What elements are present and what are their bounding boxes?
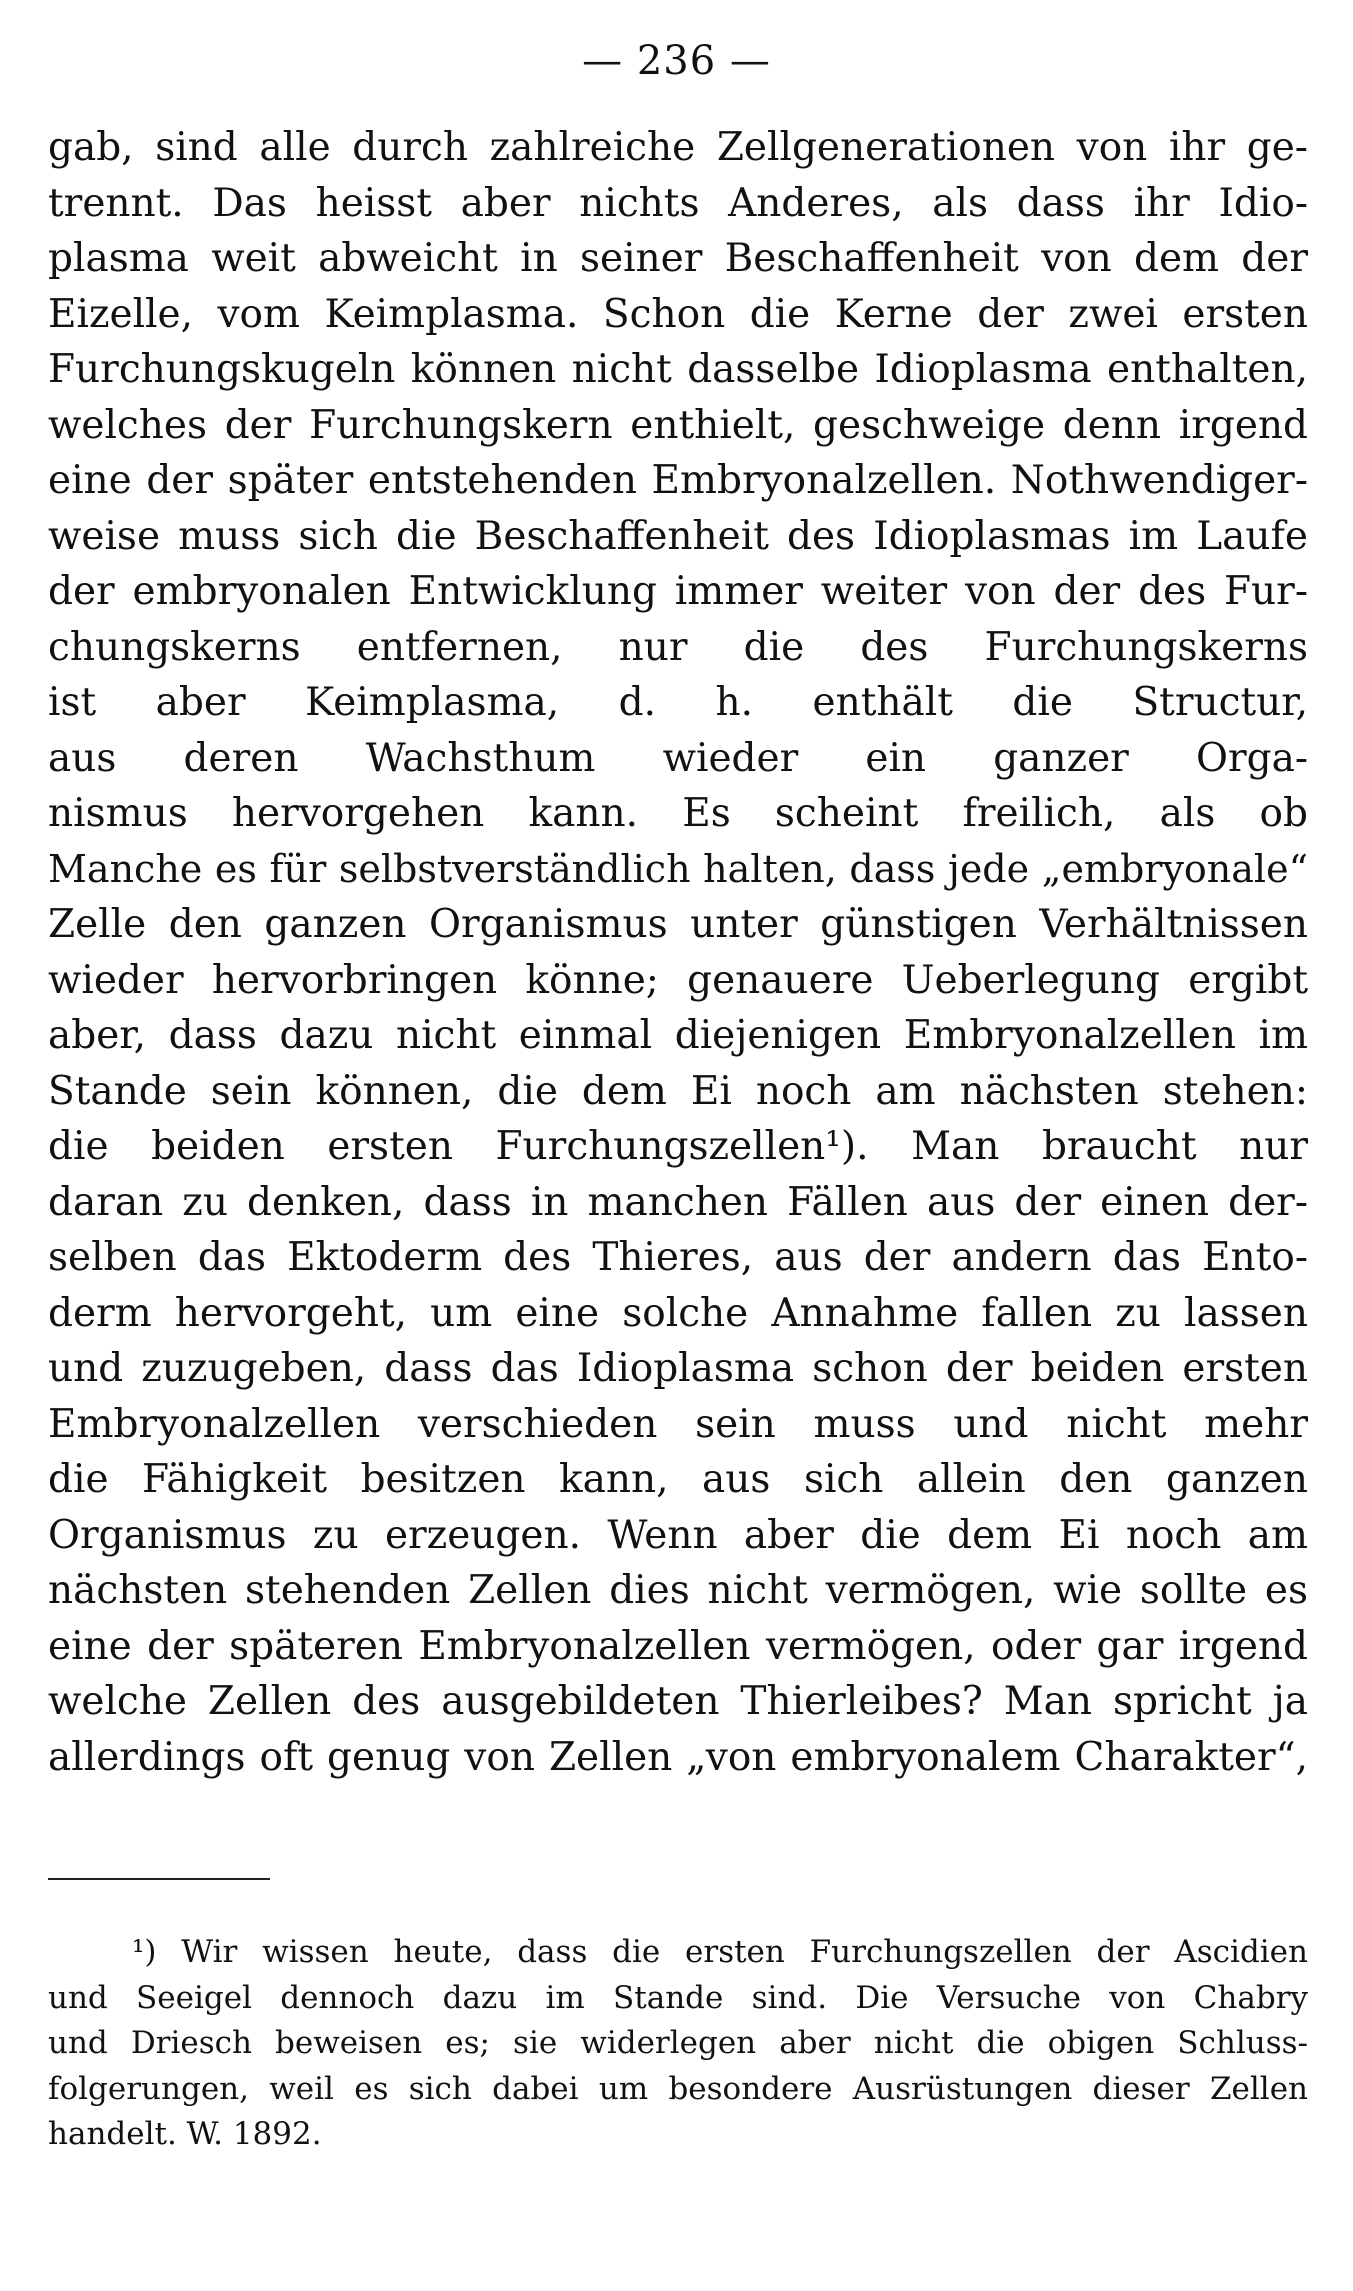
text-line: nächsten stehenden Zellen dies nicht vermögen, wie sollte es (48, 1568, 1308, 1613)
text-line: der embryonalen Entwicklung immer weiter von der des Fur- (48, 569, 1308, 614)
footnote-line: und Driesch beweisen es; sie widerlegen aber nicht die obigen Schluss- (48, 2025, 1308, 2061)
text-line: welche Zellen des ausgebildeten Thierleibes? Man spricht ja (48, 1679, 1308, 1724)
text-line: eine der späteren Embryonalzellen vermögen, oder gar irgend (48, 1623, 1308, 1669)
text-line: Zelle den ganzen Organismus unter günstigen Verhältnissen (48, 902, 1308, 947)
text-line: die beiden ersten Furchungszellen¹). Man braucht nur (48, 1124, 1308, 1169)
footnote-line: folgerungen, weil es sich dabei um besondere Ausrüstungen dieser Zellen (48, 2070, 1308, 2107)
main-text (48, 120, 1308, 1785)
footnote-line: und Seeigel dennoch dazu im Stande sind. Die Versuche von Chabry (48, 1979, 1308, 2016)
text-line: wieder hervorbringen könne; genauere Ueberlegung ergibt (48, 957, 1308, 1003)
text-line: chungskerns entfernen, nur die des Furchungskerns (48, 624, 1308, 670)
text-line: Furchungskugeln können nicht dasselbe Idioplasma enthalten, (48, 347, 1308, 392)
text-line: trennt. Das heisst aber nichts Anderes, als dass ihr Idio- (48, 180, 1308, 226)
footnote (48, 1930, 1308, 2158)
text-line: Embryonalzellen verschieden sein muss und nicht mehr (48, 1401, 1308, 1447)
text-line: aber, dass dazu nicht einmal diejenigen Embryonalzellen im (48, 1013, 1308, 1058)
page-number: — 236 — (582, 38, 771, 84)
text-line: aus deren Wachsthum wieder ein ganzer Orga- (48, 735, 1308, 781)
text-line: derm hervorgeht, um eine solche Annahme fallen zu lassen (48, 1290, 1308, 1336)
text-line: Manche es für selbstverständlich halten, dass jede „embryonale“ (48, 846, 1308, 891)
text-line: plasma weit abweicht in seiner Beschaffenheit von dem der (48, 236, 1308, 281)
text-line: ist aber Keimplasma, d. h. enthält die Structur, (48, 680, 1308, 725)
text-line: gab, sind alle durch zahlreiche Zellgenerationen von ihr ge- (48, 125, 1308, 170)
text-line: weise muss sich die Beschaffenheit des Idioplasmas im Laufe (48, 513, 1308, 559)
text-line: selben das Ektoderm des Thieres, aus der andern das Ento- (48, 1235, 1308, 1280)
text-line: eine der später entstehenden Embryonalzellen. Nothwendiger- (48, 458, 1308, 503)
text-line: und zuzugeben, dass das Idioplasma schon der beiden ersten (48, 1346, 1308, 1391)
footnote-line: handelt. W. 1892. (48, 2116, 322, 2152)
text-line: die Fähigkeit besitzen kann, aus sich allein den ganzen (48, 1457, 1308, 1502)
text-line: allerdings oft genug von Zellen „von embryonalem Charakter“, (48, 1734, 1308, 1780)
footnote-line: ¹) Wir wissen heute, dass die ersten Furchungszellen der Ascidien (132, 1934, 1308, 1970)
text-line: Stande sein können, die dem Ei noch am nächsten stehen: (48, 1068, 1308, 1114)
text-line: nismus hervorgehen kann. Es scheint freilich, als ob (48, 791, 1308, 836)
text-line: Organismus zu erzeugen. Wenn aber die dem Ei noch am (48, 1512, 1308, 1558)
text-line: Eizelle, vom Keimplasma. Schon die Kerne der zwei ersten (48, 291, 1308, 337)
footnote-divider (48, 1878, 270, 1880)
text-line: daran zu denken, dass in manchen Fällen aus der einen der- (48, 1179, 1308, 1225)
text-line: welches der Furchungskern enthielt, geschweige denn irgend (48, 402, 1308, 448)
